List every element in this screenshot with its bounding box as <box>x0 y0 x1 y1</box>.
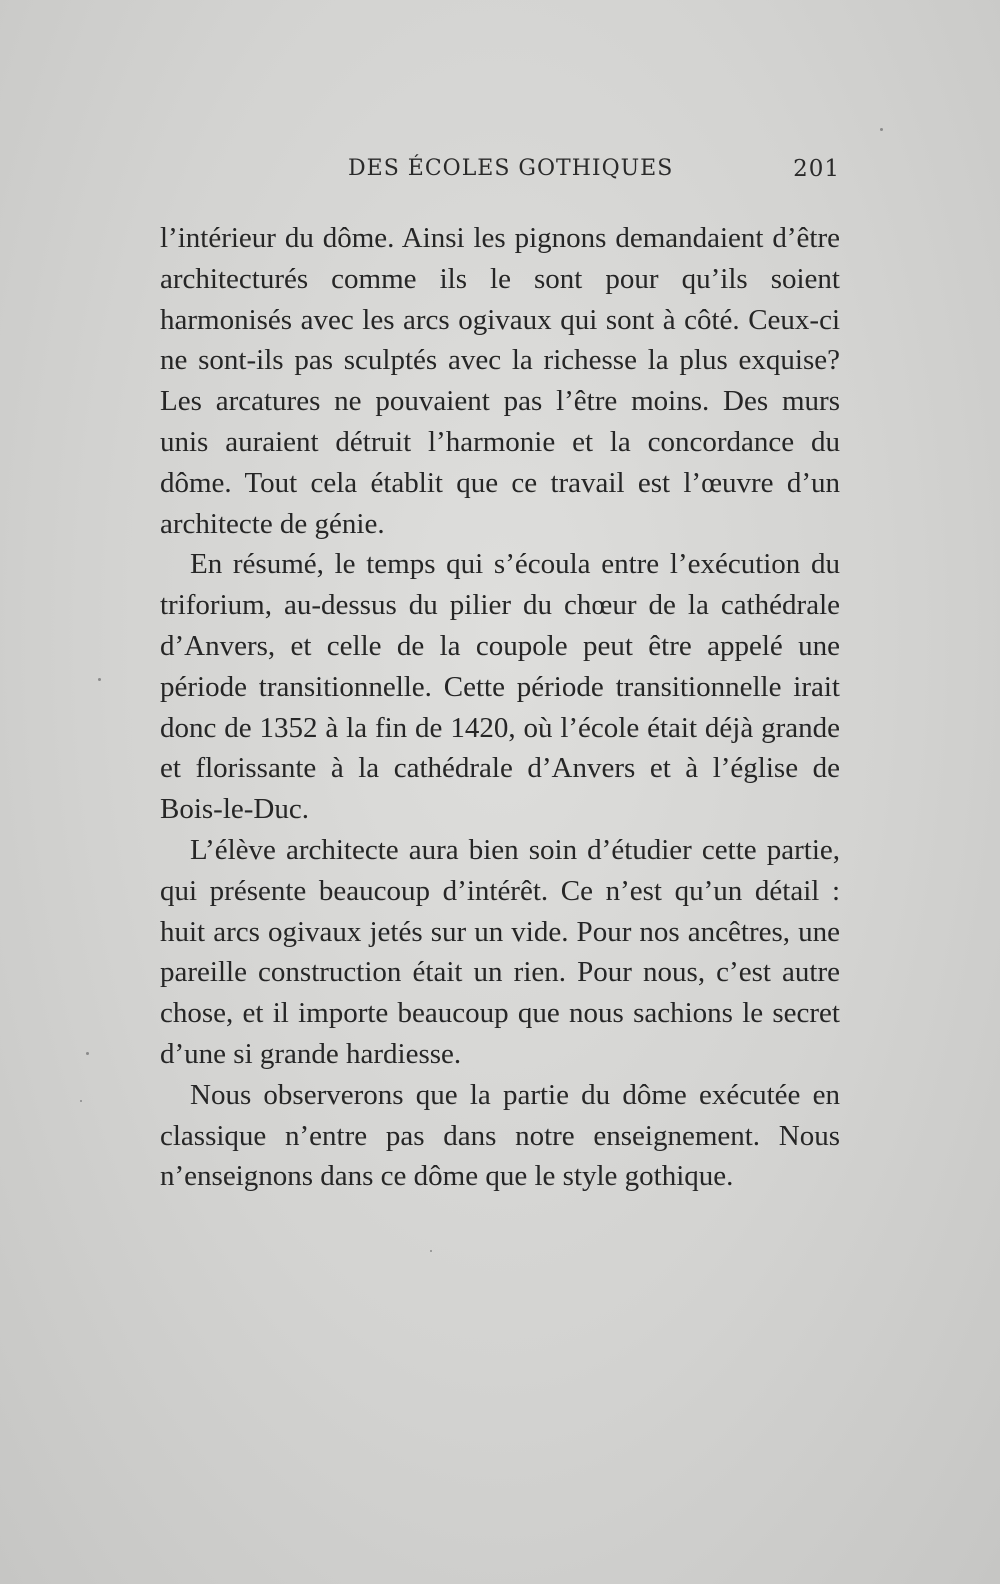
paragraph-periode-transitionnelle: En résumé, le temps qui s’écoula entre l’exécution du triforium, au-dessus du pilier du chœur de la cathédrale d’Anvers, et celle de la coupole peut être appelé une période transitionnelle. Cette période transitionnelle irait donc de 1352 à la fin de 1420, où l’école était déjà grande et florissante à la cathédrale d’Anvers et à l’église de Bois-le-Duc. <box>160 548 840 826</box>
page-number: 201 <box>793 156 840 182</box>
body-text <box>160 218 840 1197</box>
paper-speck <box>80 1100 82 1102</box>
paragraph-continued: l’intérieur du dôme. Ainsi les pignons demandaient d’être architecturés comme ils le sont pour qu’ils soient harmonisés avec les arcs ogivaux qui sont à côté. Ceux-ci ne sont-ils pas sculptés avec la richesse la plus exquise? Les arcatures ne pouvaient pas l’être moins. Des murs unis auraient détruit l’harmonie et la concordance du dôme. Tout cela établit que ce travail est l’œuvre d’un architecte de génie. <box>160 222 840 540</box>
running-title: DES ÉCOLES GOTHIQUES <box>348 156 674 181</box>
paragraph-partie-classique: Nous observerons que la partie du dôme exécutée en classique n’entre pas dans notre enseignement. Nous n’enseignons dans ce dôme que le style gothique. <box>160 1078 840 1193</box>
paper-speck <box>430 1250 432 1252</box>
paragraph-eleve-architecte: L’élève architecte aura bien soin d’étudier cette partie, qui présente beaucoup d’intérêt. Ce n’est qu’un détail : huit arcs ogivaux jetés sur un vide. Pour nos ancêtres, une pareille construction était un rien. Pour nous, c’est autre chose, et il importe beaucoup que nous sachions le secret d’une si grande hardiesse. <box>160 833 840 1070</box>
paper-speck <box>880 128 883 131</box>
running-head <box>160 148 840 188</box>
paper-speck <box>86 1052 89 1055</box>
paper-speck <box>98 678 101 681</box>
